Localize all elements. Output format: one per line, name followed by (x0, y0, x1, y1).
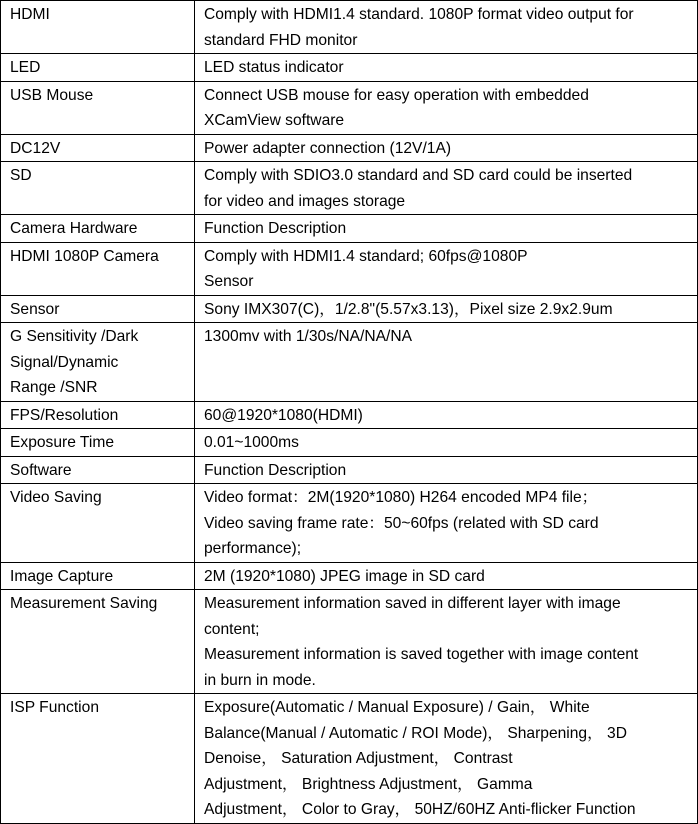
row-label: Software (1, 456, 195, 484)
row-label: Camera Hardware (1, 215, 195, 243)
row-value-line: for video and images storage (204, 192, 406, 210)
table-row (1, 562, 698, 590)
row-value-line: Sensor (204, 273, 254, 290)
row-label-line: Range /SNR (10, 379, 98, 396)
row-value-line: Exposure(Automatic / Manual Exposure) / Gain， White (204, 699, 590, 716)
row-label: Sensor (1, 295, 195, 323)
row-value-line: LED status indicator (204, 59, 344, 76)
row-value-line: Connect USB mouse for easy operation with embedded (204, 86, 589, 104)
table-row (1, 162, 698, 215)
table-row (1, 429, 698, 457)
row-value (195, 134, 698, 162)
row-value (195, 1, 698, 54)
table-row (1, 590, 698, 694)
row-value-line: Function Description (204, 220, 347, 237)
row-value (195, 81, 698, 134)
row-label-line: G Sensitivity /Dark (10, 328, 139, 345)
table-row (1, 242, 698, 295)
row-value-line: 1300mv with 1/30s/NA/NA/NA (204, 328, 413, 345)
table-row (1, 484, 698, 563)
row-value-line: Comply with HDMI1.4 standard; 60fps@1080P (204, 247, 528, 265)
table-row (1, 323, 698, 402)
row-label: USB Mouse (1, 81, 195, 134)
row-label: Exposure Time (1, 429, 195, 457)
row-value-line: 0.01~1000ms (204, 434, 299, 451)
row-value-line: standard FHD monitor (204, 31, 358, 49)
table-row (1, 456, 698, 484)
row-value-line: Measurement information is saved together with image content (204, 646, 639, 663)
table-row (1, 134, 698, 162)
row-label-line: Signal/Dynamic (10, 353, 119, 371)
table-row (1, 1, 698, 54)
row-label: HDMI (1, 1, 195, 54)
row-value-line: Sony IMX307(C)，1/2.8"(5.57x3.13)，Pixel size 2.9x2.9um (204, 300, 613, 318)
row-value (195, 323, 698, 402)
row-value (195, 401, 698, 429)
row-value-line: Power adapter connection (12V/1A) (204, 139, 452, 157)
row-label: LED (1, 54, 195, 82)
row-value (195, 590, 698, 694)
row-label: FPS/Resolution (1, 401, 195, 429)
row-label (1, 323, 195, 402)
row-label: Video Saving (1, 484, 195, 563)
spec-table-body (1, 1, 698, 824)
row-value-line: Comply with HDMI1.4 standard. 1080P format video output for (204, 6, 634, 23)
row-value-line: Adjustment， Brightness Adjustment， Gamma (204, 775, 533, 793)
row-value (195, 242, 698, 295)
table-row (1, 54, 698, 82)
row-label: ISP Function (1, 694, 195, 824)
table-row (1, 401, 698, 429)
table-row (1, 81, 698, 134)
row-value-line: performance); (204, 540, 302, 557)
row-value-line: Function Description (204, 461, 347, 479)
row-value-line: Measurement information saved in different layer with image (204, 595, 621, 612)
row-value-line: Adjustment， Color to Gray， 50HZ/60HZ Anti-flicker Function (204, 801, 636, 818)
row-value-line: in burn in mode. (204, 671, 316, 689)
row-value-line: 60@1920*1080(HDMI) (204, 406, 363, 424)
row-value-line: Balance(Manual / Automatic / ROI Mode)， Sharpening， 3D (204, 724, 627, 742)
row-label: Image Capture (1, 562, 195, 590)
row-label: Measurement Saving (1, 590, 195, 694)
row-value (195, 562, 698, 590)
row-value-line: Video format：2M(1920*1080) H264 encoded MP4 file； (204, 489, 598, 506)
table-row (1, 295, 698, 323)
row-value (195, 429, 698, 457)
row-label: DC12V (1, 134, 195, 162)
row-label: SD (1, 162, 195, 215)
row-value-line: Comply with SDIO3.0 standard and SD card could be inserted (204, 167, 633, 184)
row-value (195, 484, 698, 563)
row-value-line: 2M (1920*1080) JPEG image in SD card (204, 567, 485, 585)
row-label: HDMI 1080P Camera (1, 242, 195, 295)
row-value (195, 456, 698, 484)
row-value (195, 295, 698, 323)
row-value-line: Denoise， Saturation Adjustment， Contrast (204, 750, 513, 767)
table-row (1, 215, 698, 243)
row-value (195, 215, 698, 243)
row-value-line: Video saving frame rate：50~60fps (related with SD card (204, 514, 599, 532)
row-value (195, 54, 698, 82)
row-value-line: content; (204, 620, 260, 638)
row-value (195, 162, 698, 215)
row-value-line: XCamView software (204, 112, 345, 129)
